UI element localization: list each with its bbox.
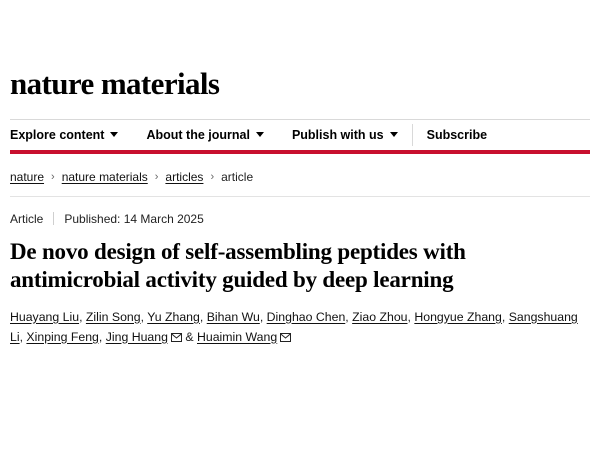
masthead xyxy=(10,36,590,113)
author-name[interactable]: Zilin Song xyxy=(85,309,141,324)
nav-label: Publish with us xyxy=(291,127,384,142)
breadcrumb-separator-icon: › xyxy=(51,170,55,183)
author-name[interactable]: Ziao Zhou xyxy=(352,309,408,324)
envelope-icon[interactable] xyxy=(171,333,182,342)
nav-label: Subscribe xyxy=(426,127,488,142)
nav-item-explore-content[interactable] xyxy=(10,120,132,150)
author-name[interactable]: Yu Zhang xyxy=(147,309,200,324)
breadcrumb-item-article: article xyxy=(221,169,254,184)
author-name[interactable]: Huayang Liu xyxy=(10,309,80,324)
breadcrumb-item-articles[interactable]: articles xyxy=(165,169,204,184)
journal-logo[interactable]: nature materials xyxy=(10,66,220,101)
nav-label: About the journal xyxy=(146,127,250,142)
author-name[interactable]: Xinping Feng xyxy=(26,329,99,344)
publication-date: Published: 14 March 2025 xyxy=(64,211,204,226)
author-separator: , xyxy=(501,309,509,324)
nav-item-about-the-journal[interactable] xyxy=(132,120,277,150)
chevron-down-icon xyxy=(256,132,264,137)
author-conjunction: & xyxy=(181,329,197,344)
envelope-icon[interactable] xyxy=(280,333,291,342)
author-name[interactable]: Bihan Wu xyxy=(206,309,260,324)
author-separator: , xyxy=(140,309,148,324)
page-content xyxy=(0,36,600,347)
article-meta xyxy=(10,197,590,234)
author-name[interactable]: Dinghao Chen xyxy=(266,309,346,324)
article-type: Article xyxy=(10,211,44,226)
breadcrumb xyxy=(10,154,590,197)
author-separator: , xyxy=(199,309,207,324)
author-name[interactable]: Hongyue Zhang xyxy=(414,309,502,324)
nav-item-subscribe[interactable] xyxy=(413,120,501,150)
author-separator: , xyxy=(79,309,86,324)
author-name[interactable]: Huaimin Wang xyxy=(197,329,278,344)
main-navigation xyxy=(10,119,590,150)
breadcrumb-item-nature[interactable]: nature xyxy=(10,169,45,184)
author-name[interactable]: Jing Huang xyxy=(105,329,168,344)
chevron-down-icon xyxy=(110,132,118,137)
author-name[interactable]: Sangshuang Li xyxy=(10,309,578,344)
author-separator: , xyxy=(98,329,106,344)
meta-divider xyxy=(53,212,54,225)
author-separator: , xyxy=(19,329,27,344)
author-separator: , xyxy=(407,309,415,324)
chevron-down-icon xyxy=(390,132,398,137)
top-band xyxy=(0,0,600,36)
nav-label: Explore content xyxy=(10,127,105,142)
author-separator: , xyxy=(345,309,353,324)
author-separator: , xyxy=(259,309,267,324)
breadcrumb-separator-icon: › xyxy=(154,170,159,183)
page-title: De novo design of self-assembling peptides with antimicrobial activity guided by deep learning xyxy=(10,238,466,292)
author-list xyxy=(10,308,590,348)
breadcrumb-item-nature-materials[interactable]: nature materials xyxy=(61,169,148,184)
breadcrumb-separator-icon: › xyxy=(210,170,215,183)
nav-item-publish-with-us[interactable] xyxy=(278,120,412,150)
